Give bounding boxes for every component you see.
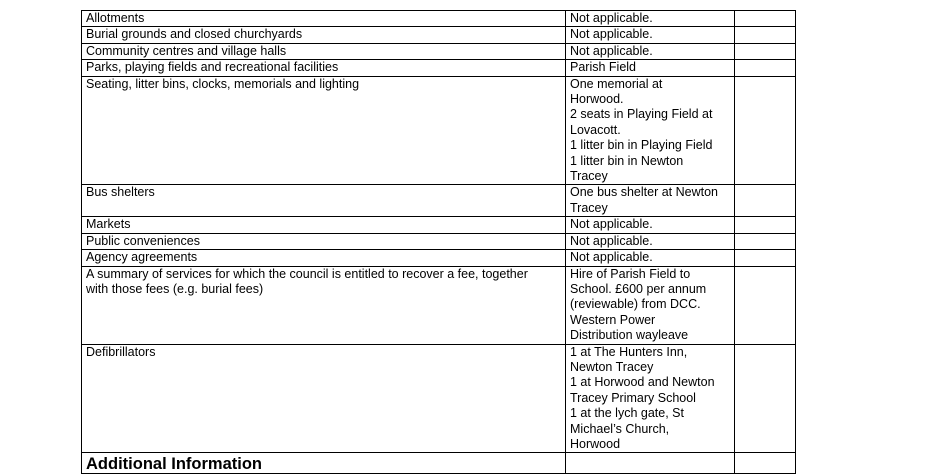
table-row [82,217,796,233]
service-cell: Seating, litter bins, clocks, memorials and lighting [82,76,566,185]
table-row [82,233,796,249]
service-cell: A summary of services for which the council is entitled to recover a fee, together with those fees (e.g. burial fees) [82,266,566,344]
table-row [82,43,796,59]
service-cell: Burial grounds and closed churchyards [82,27,566,43]
details-cell: Not applicable. [566,217,735,233]
details-cell: 1 at The Hunters Inn, Newton Tracey 1 at Horwood and Newton Tracey Primary School 1 at the lych gate, St Michael’s Church, Horwood [566,344,735,453]
empty-cell [735,250,796,266]
service-cell: Community centres and village halls [82,43,566,59]
empty-cell [735,27,796,43]
empty-cell [735,60,796,76]
empty-cell [735,217,796,233]
details-cell: Not applicable. [566,11,735,27]
service-cell: Parks, playing fields and recreational facilities [82,60,566,76]
table-row [82,76,796,185]
table-row [82,250,796,266]
empty-cell [735,453,796,474]
service-cell: Public conveniences [82,233,566,249]
details-cell: Not applicable. [566,250,735,266]
details-cell: Not applicable. [566,27,735,43]
empty-cell [735,344,796,453]
empty-cell [735,233,796,249]
services-table [81,10,796,474]
details-cell: Not applicable. [566,233,735,249]
details-cell: One bus shelter at Newton Tracey [566,185,735,217]
empty-cell [735,266,796,344]
empty-cell [735,76,796,185]
service-cell: Bus shelters [82,185,566,217]
details-cell: Parish Field [566,60,735,76]
table-row [82,344,796,453]
table-row [82,27,796,43]
service-cell: Agency agreements [82,250,566,266]
empty-cell [566,453,735,474]
table-row [82,60,796,76]
details-cell: Hire of Parish Field to School. £600 per annum (reviewable) from DCC. Western Power Distribution wayleave [566,266,735,344]
empty-cell [735,11,796,27]
section-heading: Additional Information [82,453,566,474]
service-cell: Allotments [82,11,566,27]
table-row [82,11,796,27]
service-cell: Markets [82,217,566,233]
empty-cell [735,185,796,217]
table-row [82,185,796,217]
empty-cell [735,43,796,59]
section-heading-row [82,453,796,474]
service-cell: Defibrillators [82,344,566,453]
details-cell: Not applicable. [566,43,735,59]
table-row [82,266,796,344]
details-cell: One memorial at Horwood. 2 seats in Playing Field at Lovacott. 1 litter bin in Playing Field 1 litter bin in Newton Tracey [566,76,735,185]
